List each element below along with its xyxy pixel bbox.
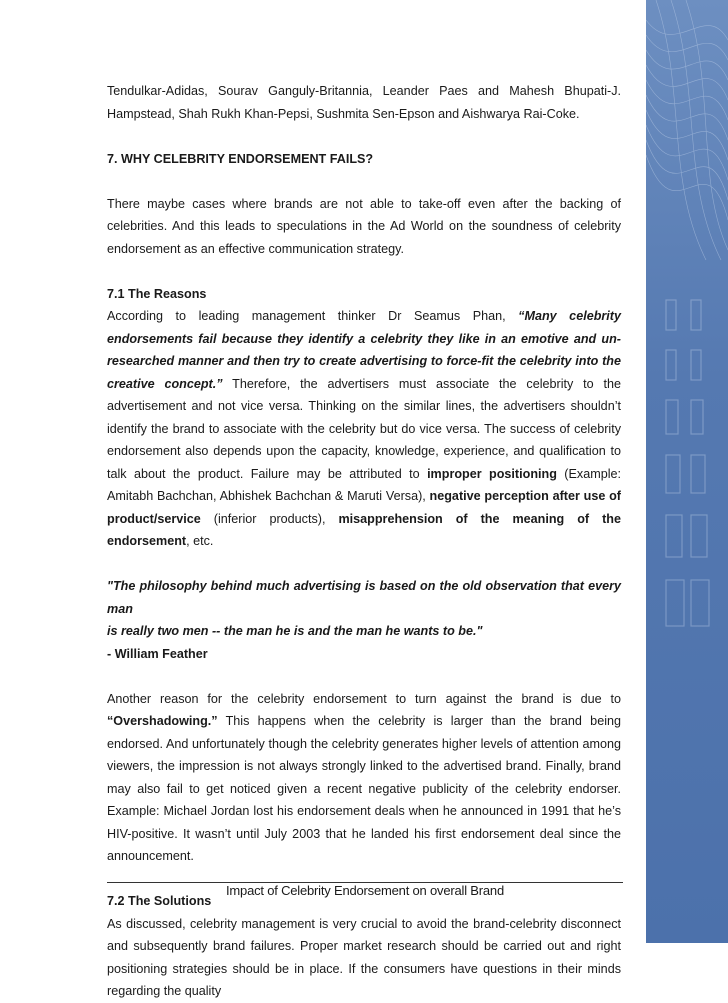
improper-positioning-term: improper positioning — [427, 466, 557, 481]
overshadowing-term: “Overshadowing.” — [107, 714, 218, 728]
wave-pattern-graphic — [646, 0, 728, 943]
footer-title: Impact of Celebrity Endorsement on overall Brand — [226, 883, 504, 898]
decorative-sidebar — [646, 0, 728, 943]
reasons-paragraph: According to leading management thinker Dr Seamus Phan, “Many celebrity endorsements fail because they identify a celebrity they like in an emotive and un-researched manner and then try to create advertising to force-fit the celebrity into the creative concept.” Therefore, the advertisers must associate the celebrity to the advertisement and not vice versa. Thinking on the similar lines, the advertisers shouldn’t identify the brand to associate with the celebrity but do vice versa. The success of celebrity endorsement also depends upon the capacity, knowledge, experience, and qualification to talk about the product. Failure may be attributed to improper positioning (Example: Amitabh Bachchan, Abhishek Bachchan & Maruti Versa), negative perception after use of product/service (inferior products), misapprehension of the meaning of the endorsement, etc. — [107, 309, 622, 548]
misapprehension-term: misapprehension of the meaning of the endorsement — [107, 511, 622, 548]
seamus-phan-quote: “Many celebrity endorsements fail because they identify a celebrity they like in an emotive and un-researched manner and then try to create advertising to force-fit the celebrity into the creative concept.” — [107, 309, 621, 391]
page-content — [107, 80, 621, 1003]
subsection-heading-reasons: 7.1 The Reasons — [107, 286, 207, 301]
section-heading: 7. WHY CELEBRITY ENDORSEMENT FAILS? — [107, 151, 374, 166]
quote-attribution: - William Feather — [107, 646, 208, 661]
continuation-paragraph: Tendulkar-Adidas, Sourav Ganguly-Britannia, Leander Paes and Mahesh Bhupati-J. Hampstead, Shah Rukh Khan-Pepsi, Sushmita Sen-Epson and Aishwarya Rai-Coke. — [107, 84, 621, 121]
block-quote-line-2: is really two men -- the man he is and the man he wants to be." — [107, 624, 483, 638]
negative-perception-term: negative perception after use of product/service — [107, 489, 621, 526]
solutions-paragraph: As discussed, celebrity management is very crucial to avoid the brand-celebrity disconnect and subsequently brand failures. Proper market research should be carried out and right positioning strategies should be in place. If the consumers have questions in their minds regarding the quality — [107, 916, 621, 998]
block-quote-line-1: "The philosophy behind much advertising is based on the old observation that every man — [107, 579, 621, 616]
subsection-heading-solutions: 7.2 The Solutions — [107, 894, 212, 908]
overshadowing-paragraph: Another reason for the celebrity endorsement to turn against the brand is due to “Overshadowing.” This happens when the celebrity is larger than the brand being endorsed. And unfortunately though the celebrity generates higher levels of attention among viewers, the impression is not always strongly linked to the advertised brand. Finally, brand may also fail to get noticed given a recent negative publicity of the celebrity endorser. Example: Michael Jordan lost his endorsement deals when he announced in 1991 that he’s HIV-positive. It wasn’t until July 2003 that he landed his first endorsement deal since the announcement. — [107, 691, 621, 863]
section-intro-paragraph: There maybe cases where brands are not able to take-off even after the backing of celebrities. And this leads to speculations in the Ad World on the soundness of celebrity endorsement as an effective communication strategy. — [107, 196, 621, 256]
